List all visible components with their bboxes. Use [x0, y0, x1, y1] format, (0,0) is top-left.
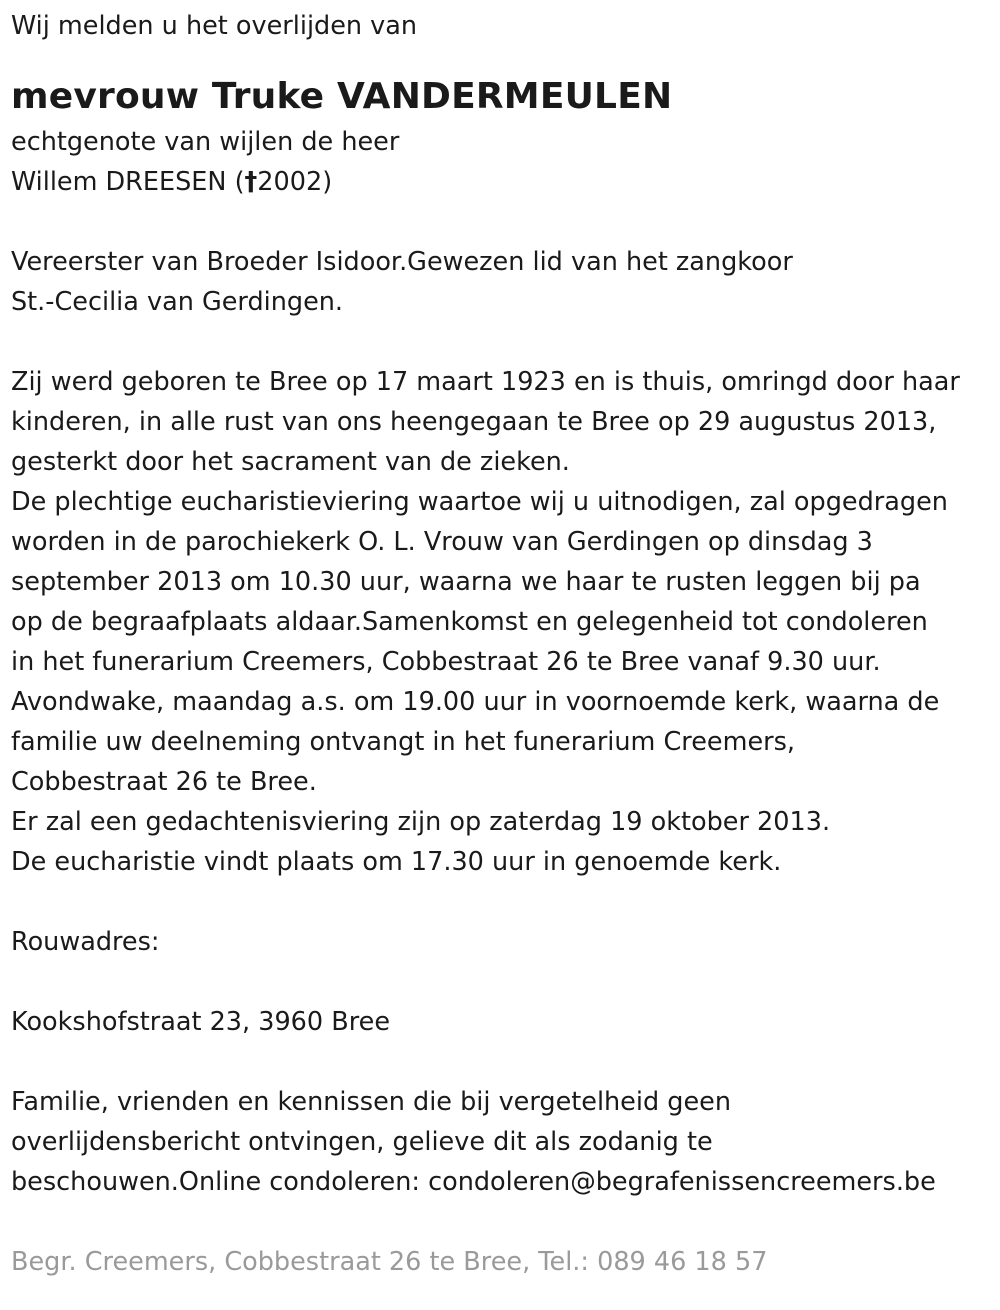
closing-line: Familie, vrienden en kennissen die bij vergetelheid geen	[11, 1087, 731, 1117]
body-line: worden in de parochiekerk O. L. Vrouw van Gerdingen op dinsdag 3	[11, 527, 873, 557]
body-line: De plechtige eucharistieviering waartoe wij u uitnodigen, zal opgedragen	[11, 487, 948, 517]
spacer	[11, 962, 990, 1002]
body-line: Er zal een gedachtenisviering zijn op zaterdag 19 oktober 2013.	[11, 807, 831, 837]
spacer	[11, 322, 990, 362]
spacer	[11, 1202, 990, 1242]
body-line: in het funerarium Creemers, Cobbestraat 26 te Bree vanaf 9.30 uur.	[11, 647, 881, 677]
address-label: Rouwadres:	[11, 927, 160, 957]
mourning-address: Kookshofstraat 23, 3960 Bree	[11, 1007, 391, 1037]
body-line: op de begraafplaats aldaar.Samenkomst en gelegenheid tot condoleren	[11, 607, 928, 637]
intro-text: Wij melden u het overlijden van	[11, 11, 418, 41]
spouse-name: Willem DREESEN (	[11, 167, 245, 197]
closing-line: overlijdensbericht ontvingen, gelieve dit als zodanig te	[11, 1127, 713, 1157]
spouse-name-line	[11, 162, 990, 202]
closing-line: beschouwen.Online condoleren: condoleren@begrafenissencreemers.be	[11, 1167, 936, 1197]
spouse-relation: echtgenote van wijlen de heer	[11, 127, 400, 157]
body-line: september 2013 om 10.30 uur, waarna we haar te rusten leggen bij pa	[11, 567, 921, 597]
spouse-death-year: 2002)	[257, 167, 333, 197]
deceased-name: mevrouw Truke VANDERMEULEN	[11, 76, 673, 117]
cross-icon: †	[244, 167, 258, 197]
body-line: Zij werd geboren te Bree op 17 maart 1923 en is thuis, omringd door haar	[11, 367, 960, 397]
membership-line: Vereerster van Broeder Isidoor.Gewezen lid van het zangkoor	[11, 247, 793, 277]
body-line: Avondwake, maandag a.s. om 19.00 uur in voornoemde kerk, waarna de	[11, 687, 940, 717]
body-line: gesterkt door het sacrament van de zieken.	[11, 447, 570, 477]
spacer	[11, 882, 990, 922]
spacer	[11, 1042, 990, 1082]
membership-line: St.-Cecilia van Gerdingen.	[11, 287, 344, 317]
body-line: familie uw deelneming ontvangt in het funerarium Creemers,	[11, 727, 796, 757]
body-line: kinderen, in alle rust van ons heengegaan te Bree op 29 augustus 2013,	[11, 407, 937, 437]
body-line: Cobbestraat 26 te Bree.	[11, 767, 317, 797]
body-line: De eucharistie vindt plaats om 17.30 uur in genoemde kerk.	[11, 847, 782, 877]
spacer	[11, 202, 990, 242]
funeral-home-footer: Begr. Creemers, Cobbestraat 26 te Bree, Tel.: 089 46 18 57	[11, 1247, 768, 1277]
